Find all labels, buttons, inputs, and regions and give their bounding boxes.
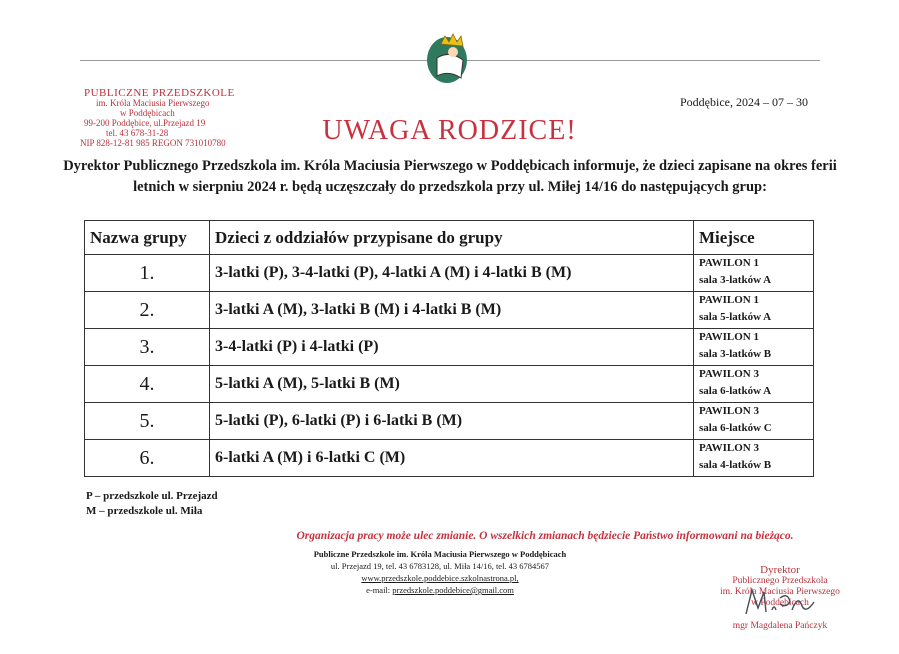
group-place — [694, 329, 814, 366]
group-children: 3-4-latki (P) i 4-latki (P) — [210, 329, 694, 366]
pavilion: PAWILON 1 — [699, 257, 759, 269]
group-place — [694, 366, 814, 403]
group-schedule-table — [84, 220, 814, 477]
pavilion: PAWILON 3 — [699, 442, 759, 454]
document-date: Poddębice, 2024 – 07 – 30 — [680, 95, 808, 109]
stamp-line: 99-200 Poddębice, ul.Przejazd 19 — [84, 118, 206, 128]
stamp-line: tel. 43 678-31-28 — [106, 128, 169, 138]
group-place — [694, 255, 814, 292]
group-number: 5. — [85, 403, 210, 440]
table-row — [85, 366, 814, 403]
page-title: UWAGA RODZICE! — [322, 115, 577, 146]
room: sala 6-latków C — [699, 422, 772, 434]
group-number: 6. — [85, 440, 210, 477]
intro-paragraph: Dyrektor Publicznego Przedszkola im. Króla Maciusia Pierwszego w Poddębicach informuje, że dzieci zapisane na okres ferii letnich w sierpniu 2024 r. będą uczęszczały do przedszkola przy ul. Miłej 14/16 do następujących grup: — [63, 158, 837, 195]
footer-website-link[interactable]: www.przedszkole.poddebice.szkolnastrona.pl, — [361, 573, 519, 583]
handwritten-signature-icon — [740, 584, 820, 618]
stamp-line: im. Króla Maciusia Pierwszego — [96, 98, 210, 108]
stamp-line: PUBLICZNE PRZEDSZKOLE — [84, 87, 235, 99]
room: sala 4-latków B — [699, 459, 772, 471]
sig-line: im. Króla Maciusia Pierwszego — [720, 587, 840, 597]
footer-org: Publiczne Przedszkole im. Króla Maciusia Pierwszego w Poddębicach — [313, 549, 567, 559]
pavilion: PAWILON 3 — [699, 368, 759, 380]
footer-email-link[interactable]: przedszkole.poddebice@gmail.com — [392, 585, 514, 595]
room: sala 3-latków A — [699, 274, 772, 286]
group-children: 6-latki A (M) i 6-latki C (M) — [210, 440, 694, 477]
table-row — [85, 255, 814, 292]
legend-p: P – przedszkole ul. Przejazd — [86, 490, 218, 502]
pavilion: PAWILON 1 — [699, 294, 759, 306]
crowned-book-logo-icon — [423, 30, 473, 86]
footer-contact — [250, 548, 630, 596]
group-number: 3. — [85, 329, 210, 366]
group-number: 4. — [85, 366, 210, 403]
stamp-line: w Poddębicach — [120, 108, 175, 118]
group-children: 3-latki A (M), 3-latki B (M) i 4-latki B (M) — [210, 292, 694, 329]
group-children: 5-latki A (M), 5-latki B (M) — [210, 366, 694, 403]
table-row — [85, 440, 814, 477]
group-number: 2. — [85, 292, 210, 329]
sig-line: Dyrektor — [760, 564, 800, 576]
table-header-row — [85, 221, 814, 255]
legend-m: M – przedszkole ul. Miła — [86, 505, 203, 517]
header-place: Miejsce — [694, 221, 814, 255]
table-row — [85, 403, 814, 440]
group-children: 5-latki (P), 6-latki (P) i 6-latki B (M) — [210, 403, 694, 440]
group-place — [694, 403, 814, 440]
footer-email-row — [250, 584, 630, 596]
footer-address: ul. Przejazd 19, tel. 43 6783128, ul. Miła 14/16, tel. 43 6784567 — [330, 561, 550, 571]
sig-name: mgr Magdalena Pańczyk — [732, 621, 828, 631]
header-group: Nazwa grupy — [85, 221, 210, 255]
legend — [86, 489, 218, 519]
room: sala 3-latków B — [699, 348, 772, 360]
pavilion: PAWILON 1 — [699, 331, 759, 343]
header-children: Dzieci z oddziałów przypisane do grupy — [210, 221, 694, 255]
sig-line: w Poddębicach — [751, 598, 809, 608]
pavilion: PAWILON 3 — [699, 405, 759, 417]
table-row — [85, 329, 814, 366]
stamp-line: NIP 828-12-81 985 REGON 731010780 — [80, 138, 226, 148]
sig-line: Publicznego Przedszkola — [732, 576, 828, 586]
group-place — [694, 292, 814, 329]
table-row — [85, 292, 814, 329]
group-children: 3-latki (P), 3-4-latki (P), 4-latki A (M) i 4-latki B (M) — [210, 255, 694, 292]
group-place — [694, 440, 814, 477]
room: sala 5-latków A — [699, 311, 772, 323]
footer-email-label: e-mail: — [366, 585, 393, 595]
room: sala 6-latków A — [699, 385, 772, 397]
change-notice: Organizacja pracy może ulec zmianie. O wszelkich zmianach będziecie Państwo informowani na bieżąco. — [296, 530, 794, 542]
group-number: 1. — [85, 255, 210, 292]
